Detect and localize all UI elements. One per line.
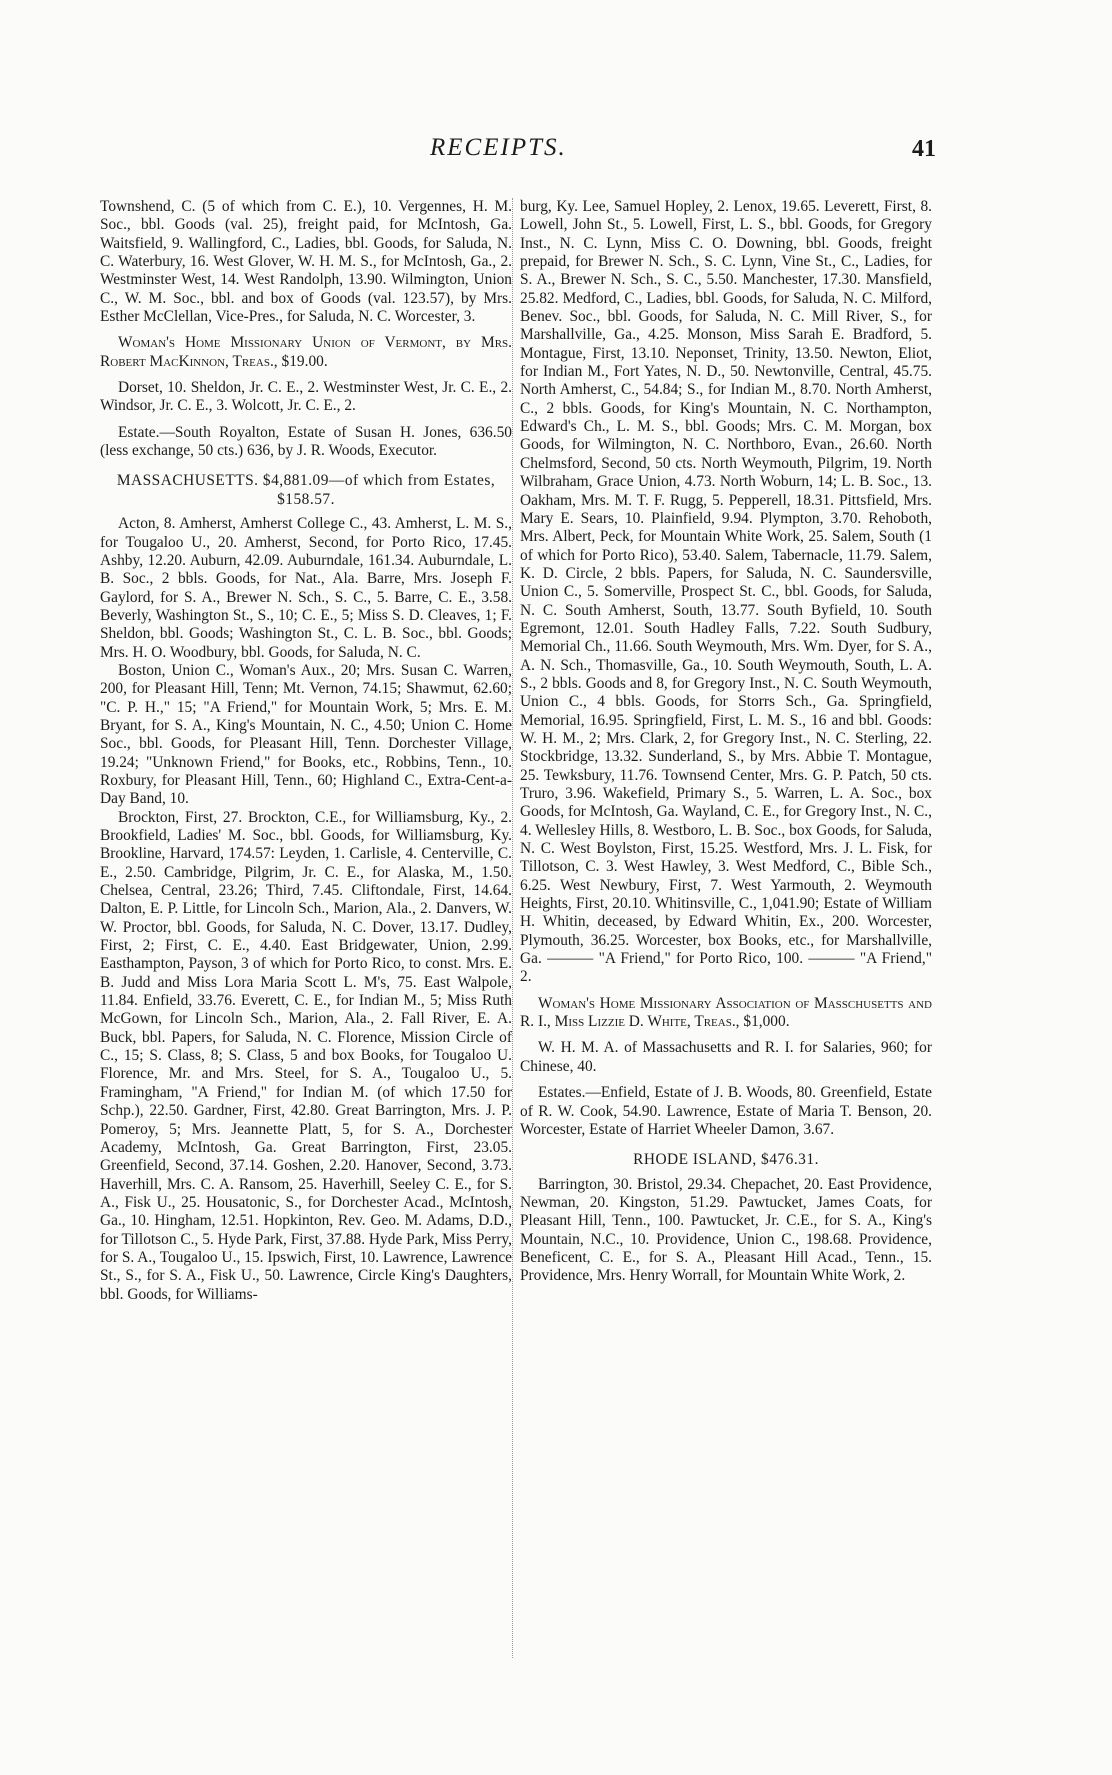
column-divider xyxy=(512,198,513,1658)
rhode-island-heading: RHODE ISLAND, $476.31. xyxy=(633,1151,819,1169)
massachusetts-union-paragraph: Woman's Home Missionary Association of Masschusetts and R. I., Miss Lizzie D. White, Treas., $1,000. xyxy=(520,994,932,1031)
left-column xyxy=(100,198,512,1668)
vermont-estate-paragraph: Estate.—South Royalton, Estate of Susan H. Jones, 636.50 (less exchange, 50 cts.) 636, by J. R. Woods, Executor. xyxy=(100,423,512,460)
vermont-union-entries: Dorset, 10. Sheldon, Jr. C. E., 2. Westminster West, Jr. C. E., 2. Windsor, Jr. C. E., 3. Wolcott, Jr. C. E., 2. xyxy=(100,379,512,415)
whma-paragraph: W. H. M. A. of Massachusetts and R. I. for Salaries, 960; for Chinese, 40. xyxy=(520,1039,932,1075)
right-column xyxy=(520,198,932,1668)
massachusetts-entries-a: Acton, 8. Amherst, Amherst College C., 43. Amherst, L. M. S., for Tougaloo U., 20. Amherst, Second, for Porto Rico, 17.45. Ashby, 12.20. Auburn, 42.09. Auburndale, 161.34. Auburndale, L. B. Soc., 2 bbls. Goods, for Nat., Ala. Barre, Mrs. Joseph F. Gaylord, for S. A., Brewer N. Sch., S. C., 5. Barre, C. E., 3.58. Beverly, Washington St., S., 10; C. E., 5; Miss S. D. Cleaves, 1; F. Sheldon, bbl. Goods; Washington St., C. L. B. Soc., bbl. Goods; Mrs. H. O. Woodbury, bbl. Goods, for Saluda, N. C. xyxy=(100,515,512,661)
running-title: RECEIPTS. xyxy=(430,134,567,161)
vermont-union-paragraph: Woman's Home Missionary Union of Vermont, by Mrs. Robert MacKinnon, Treas., $19.00. xyxy=(100,334,512,370)
massachusetts-heading: MASSACHUSETTS. $4,881.09—of which from Estates, $158.57. xyxy=(116,472,496,508)
vermont-continued-entries: Townshend, C. (5 of which from C. E.), 10. Vergennes, H. M. Soc., bbl. Goods (val. 25), freight paid, for McIntosh, Ga. Waitsfield, 9. Wallingford, C., Ladies, bbl. Goods, for Saluda, N. C. Waterbury, 16. West Glover, W. H. M. S., for McIntosh, Ga., 2. Westminster West, 14. West Randolph, 13.90. Wilmington, Union C., W. M. Soc., bbl. and box of Goods (val. 123.57), by Mrs. Esther McClellan, Vice-Pres., for Saluda, N. C. Worcester, 3. xyxy=(100,198,512,326)
rhode-island-entries: Barrington, 30. Bristol, 29.34. Chepachet, 20. East Providence, Newman, 20. Kingston, 51.29. Pawtucket, James Coats, for Pleasant Hill, Tenn., 100. Pawtucket, Jr. C.E., for S. A., King's Mountain, N.C., 10. Providence, Union C., 198.68. Providence, Beneficent, C. E., for S. A., Pleasant Hill Acad., Tenn., 15. Providence, Mrs. Henry Worrall, for Mountain White Work, 2. xyxy=(520,1175,932,1285)
page-number: 41 xyxy=(912,136,936,162)
massachusetts-estates-paragraph: Estates.—Enfield, Estate of J. B. Woods, 80. Greenfield, Estate of R. W. Cook, 54.90. Lawrence, Estate of Maria T. Benson, 20. Worcester, Estate of Harriet Wheeler Damon, 3.67. xyxy=(520,1084,932,1138)
massachusetts-entries-continued: burg, Ky. Lee, Samuel Hopley, 2. Lenox, 19.65. Leverett, First, 8. Lowell, John St., 5. Lowell, First, L. S., bbl. Goods, for Gregory Inst., N. C. Lynn, Miss C. O. Downing, bbl. Goods, freight prepaid, for Brewer N. Sch., S. C. Lynn, Vine St., C., Ladies, for S. A., Brewer N. Sch., S. C., 5.50. Manchester, 17.30. Mansfield, 25.82. Medford, C., Ladies, bbl. Goods, for Saluda, N. C. Milford, Benev. Soc., bbl. Goods, for Saluda, N. C. Mill River, S., for Marshallville, Ga., 4.25. Monson, Miss Sarah E. Bradford, 5. Montague, First, 13.10. Neponset, Trinity, 13.50. Newton, Eliot, for Indian M., Fort Yates, N. D., 50. Newtonville, Central, 45.75. North Amherst, C., 54.84; S., for Indian M., 8.70. North Amherst, C., 2 bbls. Goods, for King's Mountain, N. C. Northampton, Edward's Ch., L. M. S., bbl. Goods; Mrs. C. M. Morgan, box Goods, for Wilmington, N. C. Northboro, Evan., 26.60. North Chelmsford, Second, 50 cts. North Weymouth, Pilgrim, 19. North Wilbraham, Grace Union, 4.73. North Woburn, 14; L. B. Soc., 13. Oakham, Mrs. M. T. F. Rugg, 5. Pepperell, 18.31. Pittsfield, Mrs. Mary E. Sears, 10. Plainfield, 9.94. Plympton, 3.70. Rehoboth, Mrs. Albert, Peck, for Mountain White Work, 25. Salem, South (1 of which for Porto Rico), 53.40. Salem, Tabernacle, 11.79. Salem, K. D. Circle, 2 bbls. Papers, for Saluda, N. C. Saundersville, Union C., 5. Somerville, Prospect St. C., bbl. Goods, for Saluda, N. C. South Amherst, South, 13.77. South Byfield, 10. South Egremont, 12.01. South Hadley Falls, 7.22. South Sudbury, Memorial Ch., 11.66. South Weymouth, Mrs. Wm. Dyer, for S. A., A. N. Sch., Thomasville, Ga., 10. South Weymouth, South, L. A. S., 2 bbls. Goods and 8, for Gregory Inst., N. C. South Weymouth, Union C., 4 bbls. Goods, for Storrs Sch., Ga. Springfield, Memorial, 16.95. Springfield, First, L. M. S., 16 and bbl. Goods: W. H. M., 2; Mrs. Clark, 2, for Gregory Inst., N. C. Sterling, 22. Stockbridge, 13.32. Sunderland, S., by Mrs. Abbie T. Montague, 25. Tewksbury, 11.76. Townsend Center, Mrs. G. P. Patch, 50 cts. Truro, 3.96. Wakefield, Primary S., 5. Warren, L. A. Soc., box Goods, for McIntosh, Ga. Wayland, C. E., for Gregory Inst., N. C., 4. Wellesley Hills, 8. Westboro, L. B. Soc., box Goods, for Saluda, N. C. West Boylston, First, 15.25. Westford, Mrs. J. L. Fisk, for Tillotson, C. 3. West Hawley, 3. West Medford, C., Bible Sch., 6.25. West Newbury, First, 7. West Yarmouth, 2. Weymouth Heights, First, 20.10. Whitinsville, C., 1,041.90; Estate of William H. Whitin, deceased, by Edward Whitin, Ex., 200. Worcester, Plymouth, 36.25. Worcester, box Books, etc., for Marshallville, Ga. ——— "A Friend," for Porto Rico, 100. ——— "A Friend," 2. xyxy=(520,198,932,986)
page-header xyxy=(0,128,1112,168)
massachusetts-entries-boston: Boston, Union C., Woman's Aux., 20; Mrs. Susan C. Warren, 200, for Pleasant Hill, Tenn; Mt. Vernon, 74.15; Shawmut, 62.60; "C. P. H.," 15; "A Friend," for Mountain Work, 5; Mrs. E. M. Bryant, for S. A., King's Mountain, N. C., 4.50; Union C. Home Soc., bbl. Goods, for Pleasant Hill, Tenn. Dorchester Village, 19.24; "Unknown Friend," for Books, etc., Robbins, Tenn., 10. Roxbury, for Pleasant Hill, Tenn., 60; Highland C., Extra-Cent-a-Day Band, 10. xyxy=(100,661,512,808)
massachusetts-entries-b: Brockton, First, 27. Brockton, C.E., for Williamsburg, Ky., 2. Brookfield, Ladies' M. Soc., bbl. Goods, for Williamsburg, Ky. Brookline, Harvard, 174.57: Leyden, 1. Carlisle, 4. Centerville, C. E., 2.50. Cambridge, Pilgrim, Jr. C. E., for Alaska, M., 1.50. Chelsea, Central, 23.26; Third, 7.45. Cliftondale, First, 14.64. Dalton, E. P. Little, for Lincoln Sch., Marion, Ala., 2. Danvers, W. W. Proctor, bbl. Goods, for Saluda, N. C. Dover, 13.17. Dudley, First, 2; First, C. E., 4.40. East Bridgewater, Union, 2.99. Easthampton, Payson, 3 of which for Porto Rico, to const. Mrs. E. B. Judd and Miss Lora Maria Scott L. M's, 75. East Walpole, 11.84. Enfield, 33.76. Everett, C. E., for Indian M., 5; Miss Ruth McGown, for Lincoln Sch., Marion, Ala., 2. Fall River, E. A. Buck, bbl. Papers, for Saluda, N. C. Florence, Mission Circle of C., 15; S. Class, 8; S. Class, 5 and box Books, for Tougaloo U. Florence, Mr. and Mrs. Steel, for S. A., Tougaloo U., 5. Framingham, "A Friend," for Indian M. (of which 17.50 for Schp.), 22.50. Gardner, First, 42.80. Great Barrington, Mrs. J. P. Pomeroy, 5; Mrs. Jeannette Platt, 5, for S. A., Dorchester Academy, McIntosh, Ga. Great Barrington, First, 23.05. Greenfield, Second, 37.14. Goshen, 2.20. Hanover, Second, 3.73. Haverhill, Mrs. C. A. Ransom, 25. Haverhill, Seeley C. E., for S. A., Fisk U., 25. Housatonic, S., for Dorchester Acad., McIntosh, Ga., 10. Hingham, 12.51. Hopkinton, Rev. Geo. M. Adams, D.D., for Tillotson C., 5. Hyde Park, First, 37.88. Hyde Park, Miss Perry, for S. A., Tougaloo U., 15. Ipswich, First, 10. Lawrence, Lawrence St., S., for S. A., Fisk U., 50. Lawrence, Circle King's Daughters, bbl. Goods, for Williams- xyxy=(100,808,512,1303)
